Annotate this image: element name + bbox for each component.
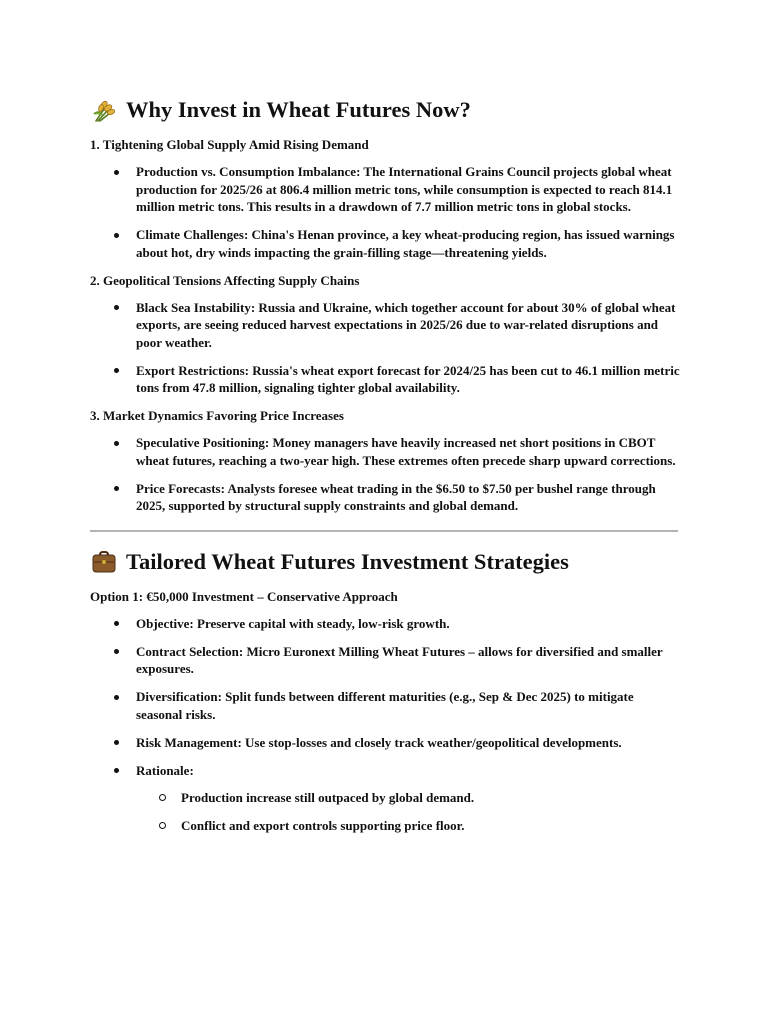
strategies-heading [90, 546, 680, 578]
list-item [90, 615, 680, 633]
bullet-icon [114, 695, 119, 700]
bullet-icon [114, 368, 119, 373]
list-item [90, 163, 680, 216]
list-item [90, 643, 680, 678]
why-invest-heading [90, 94, 680, 126]
list-item-text: Rationale: [136, 762, 194, 778]
list-item-text: Black Sea Instability: Russia and Ukraine, which together account for about 30% of global wheat exports, are seeing reduced harvest expectations in 2025/26 due to war-related disruptions and poor weather. [136, 299, 676, 350]
group-title-market-dynamics: 3. Market Dynamics Favoring Price Increases [90, 408, 344, 423]
supply-bullet-list [90, 163, 680, 261]
list-item-text: Climate Challenges: China's Henan province, a key wheat-producing region, has issued warnings about hot, dry winds impacting the grain-filling stage—threatening yields. [136, 227, 675, 260]
group-title-geopolitics: 2. Geopolitical Tensions Affecting Supply Chains [90, 272, 360, 288]
list-item-text: Export Restrictions: Russia's wheat export forecast for 2024/25 has been cut to 46.1 million metric tons from 47.8 million, signaling tighter global availability. [136, 362, 680, 395]
list-item [90, 734, 680, 752]
sub-list-item-text: Production increase still outpaced by global demand. [181, 790, 475, 805]
list-item-rationale [90, 762, 680, 835]
briefcase-icon [90, 548, 118, 576]
bullet-icon [114, 740, 119, 745]
bullet-icon [114, 486, 119, 491]
list-item-text: Contract Selection: Micro Euronext Milling Wheat Futures – allows for diversified and smaller exposures. [136, 643, 663, 676]
list-item [90, 434, 680, 469]
section-divider [90, 530, 678, 532]
document-content [90, 94, 680, 845]
option-title: Option 1: €50,000 Investment – Conservative Approach [90, 588, 398, 604]
list-item-text: Production vs. Consumption Imbalance: The International Grains Council projects global wheat production for 2025/26 at 806.4 million metric tons, while consumption is expected to reach 814.1 million metric tons. This results in a drawdown of 7.7 million metric tons in global stocks. [136, 164, 673, 214]
sub-list-item-text: Conflict and export controls supporting price floor. [181, 818, 465, 833]
strategies-heading-text: Tailored Wheat Futures Investment Strategies [126, 548, 569, 574]
wheat-sheaf-icon [90, 96, 118, 124]
bullet-icon [114, 441, 119, 446]
why-invest-heading-text: Why Invest in Wheat Futures Now? [126, 97, 471, 122]
bullet-icon [114, 305, 119, 310]
sub-list-item [136, 789, 680, 807]
list-item [90, 226, 680, 261]
list-item [90, 480, 680, 515]
market-bullet-list [90, 434, 680, 515]
list-item [90, 362, 680, 397]
bullet-icon [114, 768, 119, 773]
bullet-icon [114, 621, 119, 626]
list-item-text: Speculative Positioning: Money managers have heavily increased net short positions in CBOT wheat futures, reaching a two-year high. These extremes often precede sharp upward corrections. [136, 435, 676, 468]
geopolitics-bullet-list [90, 299, 680, 397]
rationale-sub-list [136, 789, 680, 835]
bullet-icon [114, 233, 119, 238]
sub-list-item [136, 817, 680, 835]
bullet-icon [114, 649, 119, 654]
list-item-text: Price Forecasts: Analysts foresee wheat trading in the $6.50 to $7.50 per bushel range through 2025, supported by structural supply constraints and global demand. [136, 480, 656, 513]
list-item [90, 688, 680, 723]
group-title-supply: 1. Tightening Global Supply Amid Rising Demand [90, 137, 369, 152]
strategy-bullet-list [90, 615, 680, 835]
list-item [90, 299, 680, 352]
bullet-icon [114, 170, 119, 175]
hollow-bullet-icon [159, 794, 166, 801]
hollow-bullet-icon [159, 822, 166, 829]
list-item-text: Risk Management: Use stop-losses and closely track weather/geopolitical developments. [136, 734, 622, 750]
list-item-text: Objective: Preserve capital with steady, low-risk growth. [136, 615, 450, 631]
list-item-text: Diversification: Split funds between different maturities (e.g., Sep & Dec 2025) to mitigate seasonal risks. [136, 689, 634, 722]
